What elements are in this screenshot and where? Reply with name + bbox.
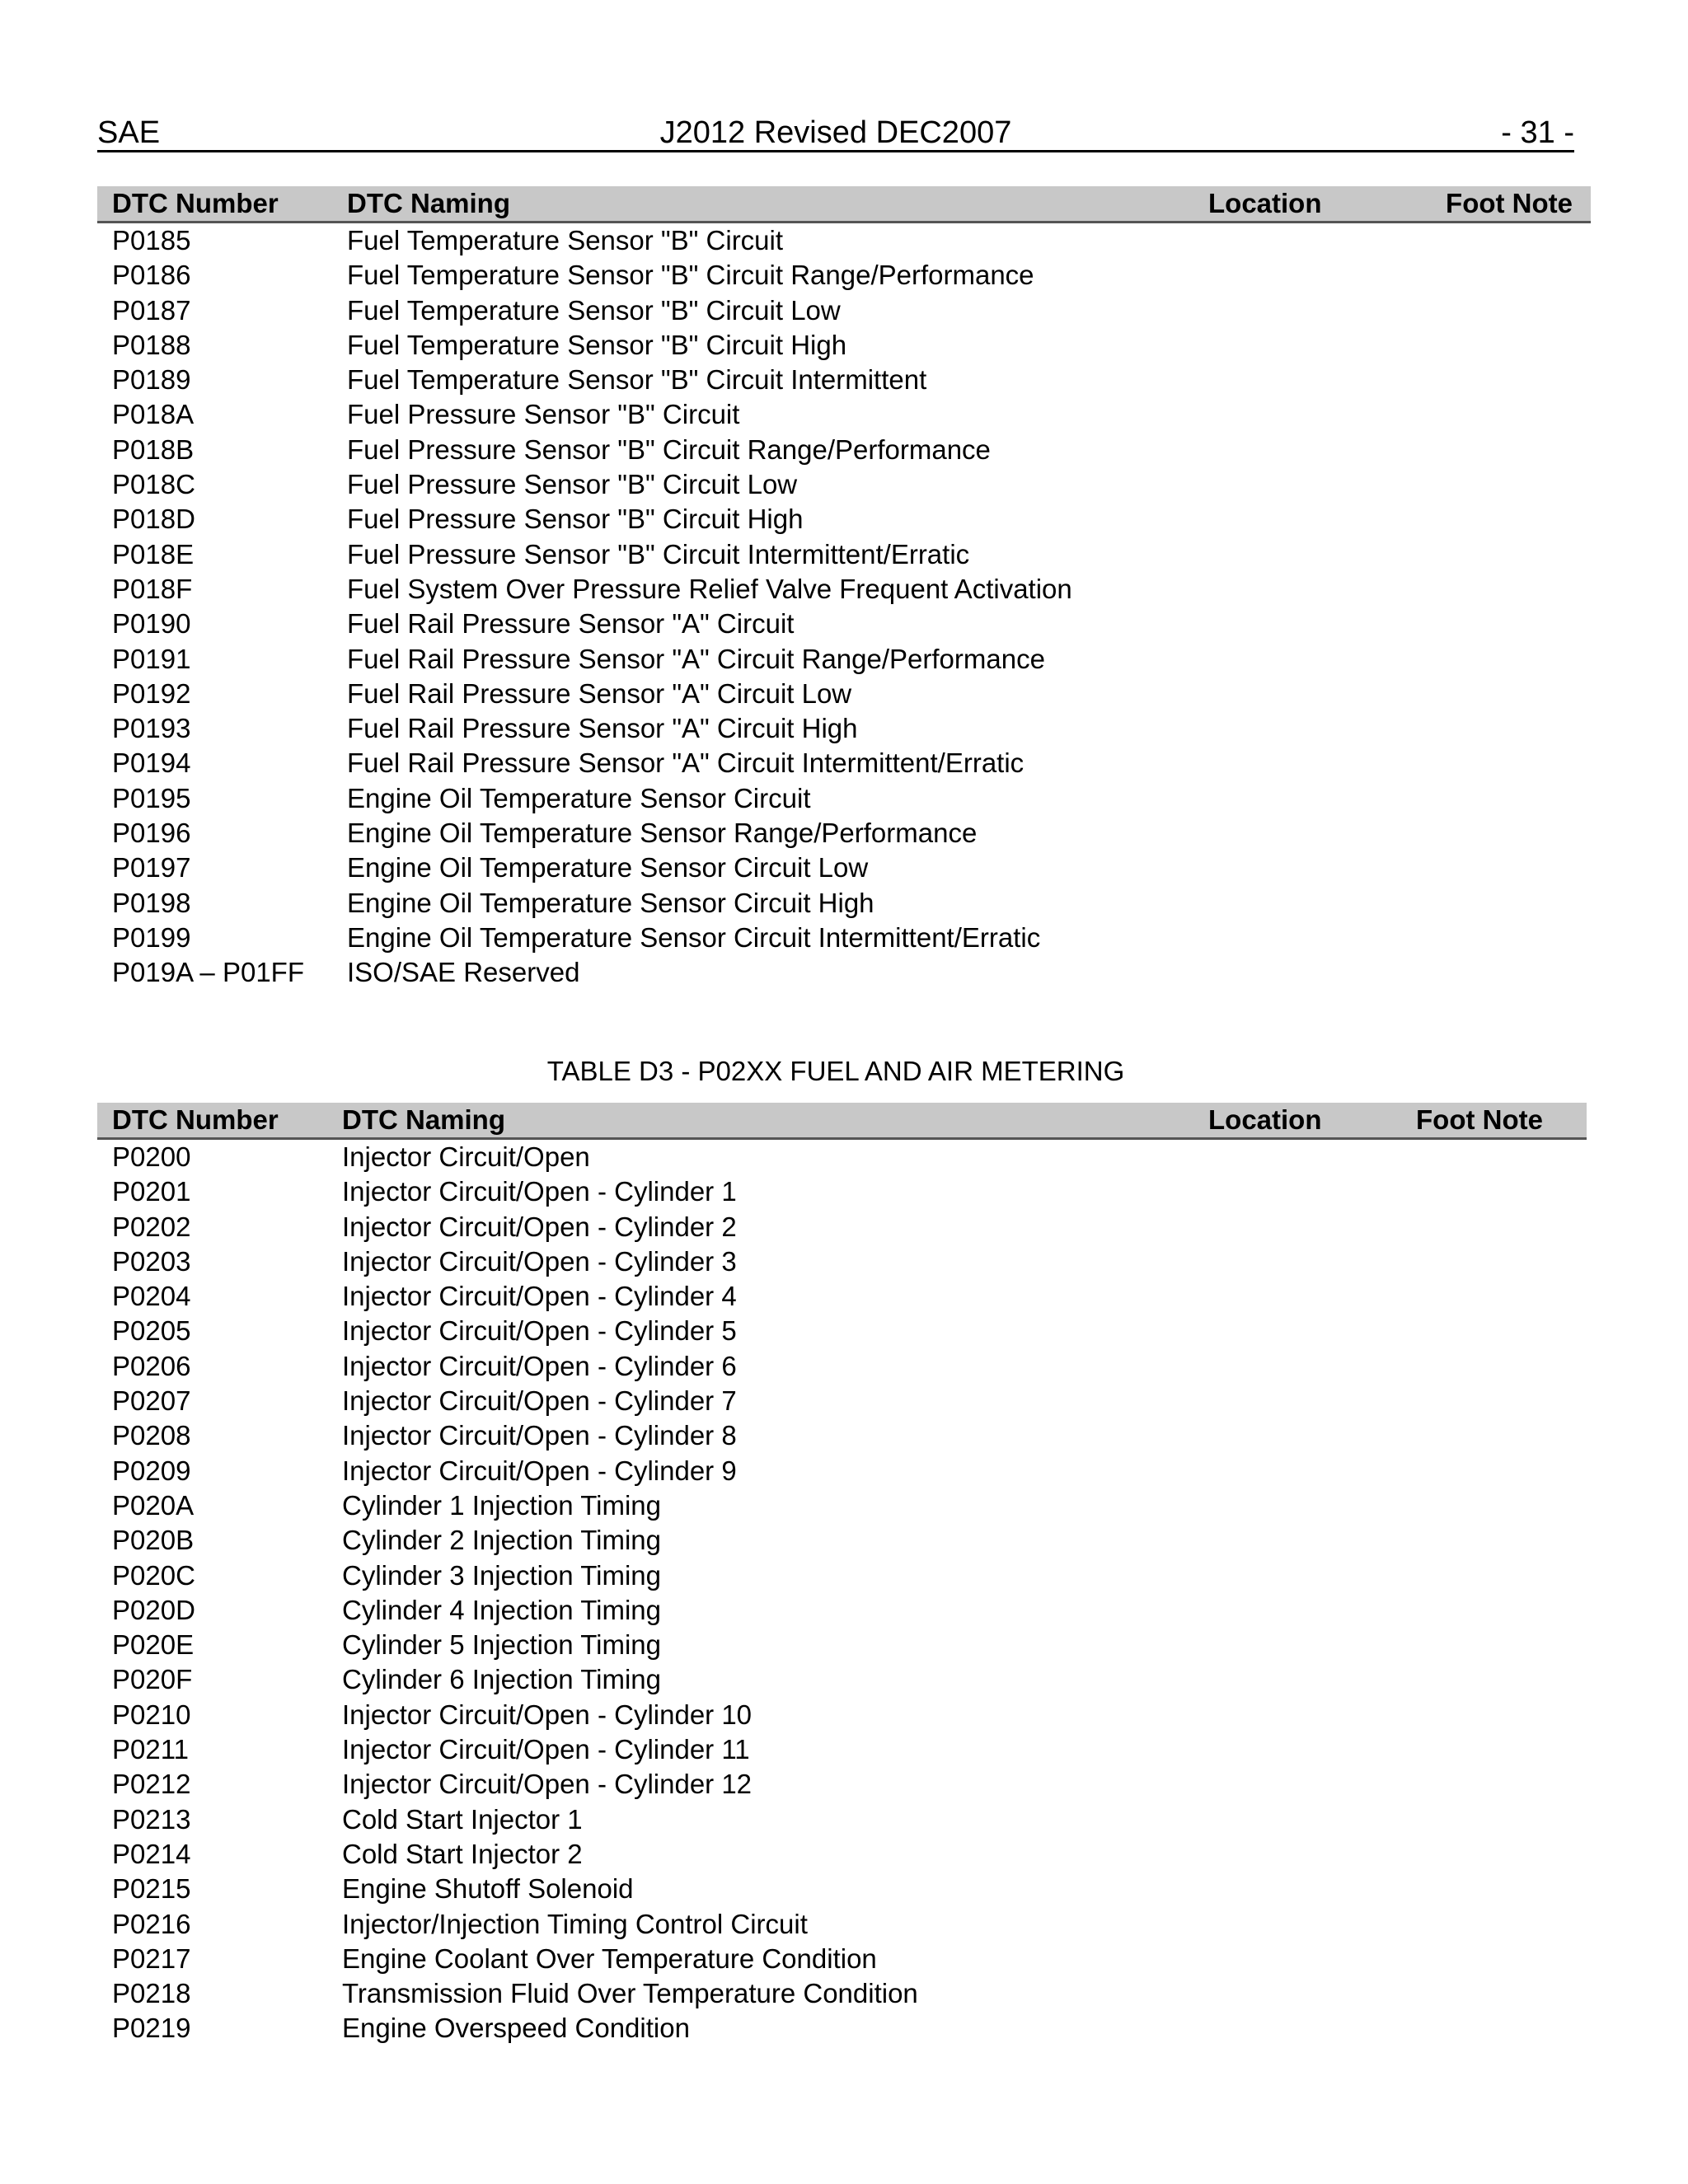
- dtc-number-cell: P020F: [112, 1664, 193, 1695]
- dtc-number-cell: P0195: [112, 782, 191, 813]
- table-row: [97, 1454, 1587, 1488]
- dtc-number-cell: P018D: [112, 504, 195, 535]
- dtc-number-cell: P0196: [112, 818, 191, 849]
- dtc-naming-cell: Fuel Temperature Sensor "B" Circuit: [347, 225, 784, 255]
- column-header-dtc-naming: DTC Naming: [347, 188, 510, 218]
- dtc-number-cell: P0201: [112, 1176, 191, 1207]
- dtc-number-cell: P020D: [112, 1594, 195, 1625]
- dtc-number-cell: P0199: [112, 921, 191, 953]
- dtc-naming-cell: Engine Oil Temperature Sensor Circuit Low: [347, 852, 869, 883]
- dtc-number-cell: P020E: [112, 1629, 195, 1661]
- table-row: [97, 955, 1591, 990]
- dtc-naming-cell: Engine Overspeed Condition: [342, 2013, 690, 2044]
- dtc-number-cell: P0217: [112, 1943, 191, 1974]
- dtc-naming-cell: Injector Circuit/Open - Cylinder 3: [342, 1245, 737, 1277]
- dtc-number-cell: P0212: [112, 1769, 191, 1800]
- dtc-number-cell: P0203: [112, 1245, 191, 1277]
- table-row: [97, 467, 1591, 502]
- table-caption: TABLE D3 - P02XX FUEL AND AIR METERING: [546, 1056, 1125, 1086]
- table-row: [97, 1558, 1587, 1593]
- dtc-number-cell: P0209: [112, 1455, 191, 1486]
- dtc-table-p02xx: [97, 1103, 1587, 2046]
- dtc-naming-cell: Injector Circuit/Open - Cylinder 1: [342, 1176, 737, 1207]
- dtc-naming-cell: Fuel Rail Pressure Sensor "A" Circuit: [347, 608, 795, 640]
- dtc-naming-cell: Injector Circuit/Open - Cylinder 9: [342, 1455, 737, 1486]
- column-header-foot-note: Foot Note: [1446, 188, 1573, 218]
- dtc-naming-cell: Engine Shutoff Solenoid: [342, 1873, 634, 1905]
- header-document-id: J2012 Revised DEC2007: [659, 115, 1012, 150]
- table-row: [97, 258, 1591, 293]
- dtc-number-cell: P0185: [112, 225, 191, 255]
- dtc-number-cell: P0208: [112, 1420, 191, 1451]
- dtc-number-cell: P018A: [112, 399, 195, 430]
- dtc-naming-cell: Cylinder 6 Injection Timing: [342, 1664, 662, 1695]
- dtc-naming-cell: Cylinder 3 Injection Timing: [342, 1559, 662, 1591]
- dtc-naming-cell: Injector/Injection Timing Control Circuit: [342, 1908, 808, 1939]
- table-row: [97, 1349, 1587, 1384]
- table-row: [97, 642, 1591, 677]
- dtc-naming-cell: Fuel Temperature Sensor "B" Circuit Range/Performance: [347, 260, 1034, 291]
- dtc-number-cell: P020A: [112, 1489, 195, 1521]
- table-header-row: [97, 186, 1591, 223]
- dtc-number-cell: P0214: [112, 1838, 191, 1869]
- table-row: [97, 1732, 1587, 1767]
- table-row: [97, 1976, 1587, 2011]
- dtc-naming-cell: Fuel System Over Pressure Relief Valve Frequent Activation: [347, 573, 1072, 604]
- table-row: [97, 1523, 1587, 1558]
- table-row: [97, 397, 1591, 432]
- dtc-naming-cell: Transmission Fluid Over Temperature Condition: [342, 1978, 918, 2009]
- header-page-number: - 31 -: [1501, 115, 1574, 150]
- dtc-number-cell: P0216: [112, 1908, 191, 1939]
- table-row: [97, 1279, 1587, 1314]
- table-row: [97, 1593, 1587, 1628]
- table-row: [97, 1767, 1587, 1802]
- table-row: [97, 2011, 1587, 2046]
- dtc-number-cell: P018E: [112, 538, 195, 569]
- table-row: [97, 1942, 1587, 1976]
- dtc-number-cell: P0202: [112, 1211, 191, 1242]
- table-row: [97, 1244, 1587, 1279]
- dtc-naming-cell: Injector Circuit/Open - Cylinder 2: [342, 1211, 737, 1242]
- dtc-naming-cell: Fuel Temperature Sensor "B" Circuit High: [347, 329, 847, 360]
- dtc-naming-cell: Fuel Rail Pressure Sensor "A" Circuit Low: [347, 677, 852, 709]
- dtc-naming-cell: Injector Circuit/Open - Cylinder 5: [342, 1315, 737, 1347]
- dtc-naming-cell: Fuel Rail Pressure Sensor "A" Circuit Range/Performance: [347, 643, 1045, 674]
- dtc-naming-cell: Injector Circuit/Open - Cylinder 7: [342, 1385, 737, 1417]
- table-row: [97, 1907, 1587, 1942]
- table-row: [97, 502, 1591, 537]
- dtc-number-cell: P0189: [112, 364, 191, 396]
- dtc-naming-cell: Cylinder 5 Injection Timing: [342, 1629, 662, 1661]
- table-row: [97, 1837, 1587, 1872]
- dtc-naming-cell: Fuel Pressure Sensor "B" Circuit Intermittent/Erratic: [347, 538, 970, 569]
- dtc-number-cell: P018C: [112, 469, 195, 500]
- table-row: [97, 851, 1591, 885]
- dtc-naming-cell: Engine Coolant Over Temperature Condition: [342, 1943, 877, 1974]
- dtc-number-cell: P0206: [112, 1350, 191, 1381]
- table-row: [97, 1384, 1587, 1418]
- dtc-naming-cell: Injector Circuit/Open - Cylinder 10: [342, 1699, 753, 1730]
- table-row: [97, 1662, 1587, 1697]
- table-row: [97, 293, 1591, 328]
- dtc-number-cell: P0207: [112, 1385, 191, 1417]
- table-row: [97, 1698, 1587, 1732]
- dtc-naming-cell: Fuel Temperature Sensor "B" Circuit Intermittent: [347, 364, 927, 396]
- dtc-number-cell: P0187: [112, 294, 191, 326]
- dtc-number-cell: P020B: [112, 1525, 195, 1556]
- dtc-number-cell: P018B: [112, 434, 195, 465]
- dtc-number-cell: P0193: [112, 713, 191, 744]
- dtc-table-p01xx: [97, 186, 1591, 991]
- table-row: [97, 607, 1591, 641]
- dtc-number-cell: P0205: [112, 1315, 191, 1347]
- table-row: [97, 746, 1591, 780]
- column-header-foot-note: Foot Note: [1416, 1104, 1543, 1135]
- dtc-number-cell: P018F: [112, 573, 193, 604]
- dtc-number-cell: P0197: [112, 852, 191, 883]
- column-header-location: Location: [1208, 1104, 1322, 1135]
- table-body: [97, 223, 1591, 991]
- dtc-naming-cell: Cold Start Injector 1: [342, 1803, 583, 1835]
- table-row: [97, 886, 1591, 921]
- dtc-number-cell: P0198: [112, 887, 191, 918]
- page-header: [97, 115, 1574, 152]
- table-row: [97, 1488, 1587, 1523]
- dtc-naming-cell: Injector Circuit/Open - Cylinder 6: [342, 1350, 737, 1381]
- table-header-row: [97, 1103, 1587, 1140]
- dtc-number-cell: P0211: [112, 1734, 189, 1765]
- dtc-naming-cell: Engine Oil Temperature Sensor Circuit High: [347, 887, 874, 918]
- dtc-number-cell: P0192: [112, 677, 191, 709]
- dtc-naming-cell: Engine Oil Temperature Sensor Range/Performance: [347, 818, 978, 849]
- table-row: [97, 433, 1591, 467]
- table-row: [97, 1174, 1587, 1209]
- table-row: [97, 1802, 1587, 1837]
- table-row: [97, 1140, 1587, 1174]
- dtc-naming-cell: ISO/SAE Reserved: [347, 957, 580, 988]
- dtc-naming-cell: Fuel Rail Pressure Sensor "A" Circuit Intermittent/Erratic: [347, 748, 1025, 779]
- table-row: [97, 781, 1591, 816]
- dtc-number-cell: P0218: [112, 1978, 191, 2009]
- dtc-number-cell: P0215: [112, 1873, 191, 1905]
- dtc-naming-cell: Cylinder 4 Injection Timing: [342, 1594, 662, 1625]
- dtc-naming-cell: Fuel Pressure Sensor "B" Circuit High: [347, 504, 804, 535]
- column-header-dtc-number: DTC Number: [112, 1104, 279, 1135]
- dtc-number-cell: P0204: [112, 1281, 191, 1312]
- table-row: [97, 816, 1591, 851]
- dtc-number-cell: P020C: [112, 1559, 195, 1591]
- column-header-dtc-number: DTC Number: [112, 188, 279, 218]
- dtc-naming-cell: Injector Circuit/Open - Cylinder 12: [342, 1769, 753, 1800]
- dtc-naming-cell: Cold Start Injector 2: [342, 1838, 583, 1869]
- table-row: [97, 1418, 1587, 1453]
- table-row: [97, 1628, 1587, 1662]
- dtc-naming-cell: Fuel Pressure Sensor "B" Circuit Range/Performance: [347, 434, 991, 465]
- table-row: [97, 1314, 1587, 1348]
- dtc-number-cell: P0213: [112, 1803, 191, 1835]
- table-row: [97, 363, 1591, 397]
- dtc-number-cell: P019A – P01FF: [112, 957, 304, 988]
- dtc-naming-cell: Injector Circuit/Open - Cylinder 8: [342, 1420, 737, 1451]
- dtc-naming-cell: Fuel Pressure Sensor "B" Circuit Low: [347, 469, 798, 500]
- header-org: SAE: [97, 115, 161, 150]
- dtc-number-cell: P0188: [112, 329, 191, 360]
- table-row: [97, 537, 1591, 572]
- dtc-naming-cell: Cylinder 2 Injection Timing: [342, 1525, 662, 1556]
- dtc-number-cell: P0219: [112, 2013, 191, 2044]
- dtc-number-cell: P0186: [112, 260, 191, 291]
- table-row: [97, 328, 1591, 363]
- dtc-naming-cell: Cylinder 1 Injection Timing: [342, 1489, 662, 1521]
- dtc-naming-cell: Fuel Pressure Sensor "B" Circuit: [347, 399, 740, 430]
- dtc-naming-cell: Engine Oil Temperature Sensor Circuit Intermittent/Erratic: [347, 921, 1041, 953]
- dtc-naming-cell: Injector Circuit/Open: [342, 1141, 590, 1172]
- dtc-number-cell: P0190: [112, 608, 191, 640]
- table-row: [97, 677, 1591, 711]
- dtc-naming-cell: Injector Circuit/Open - Cylinder 11: [342, 1734, 750, 1765]
- dtc-naming-cell: Engine Oil Temperature Sensor Circuit: [347, 782, 811, 813]
- dtc-number-cell: P0191: [112, 643, 191, 674]
- column-header-dtc-naming: DTC Naming: [342, 1104, 505, 1135]
- dtc-number-cell: P0194: [112, 748, 191, 779]
- table-body: [97, 1140, 1587, 2046]
- dtc-naming-cell: Fuel Rail Pressure Sensor "A" Circuit High: [347, 713, 858, 744]
- dtc-number-cell: P0210: [112, 1699, 191, 1730]
- table-row: [97, 921, 1591, 955]
- table-row: [97, 711, 1591, 746]
- dtc-number-cell: P0200: [112, 1141, 191, 1172]
- table-row: [97, 1872, 1587, 1906]
- dtc-naming-cell: Injector Circuit/Open - Cylinder 4: [342, 1281, 737, 1312]
- table-row: [97, 572, 1591, 607]
- dtc-naming-cell: Fuel Temperature Sensor "B" Circuit Low: [347, 294, 841, 326]
- column-header-location: Location: [1208, 188, 1322, 218]
- table-row: [97, 1210, 1587, 1244]
- table-row: [97, 223, 1591, 258]
